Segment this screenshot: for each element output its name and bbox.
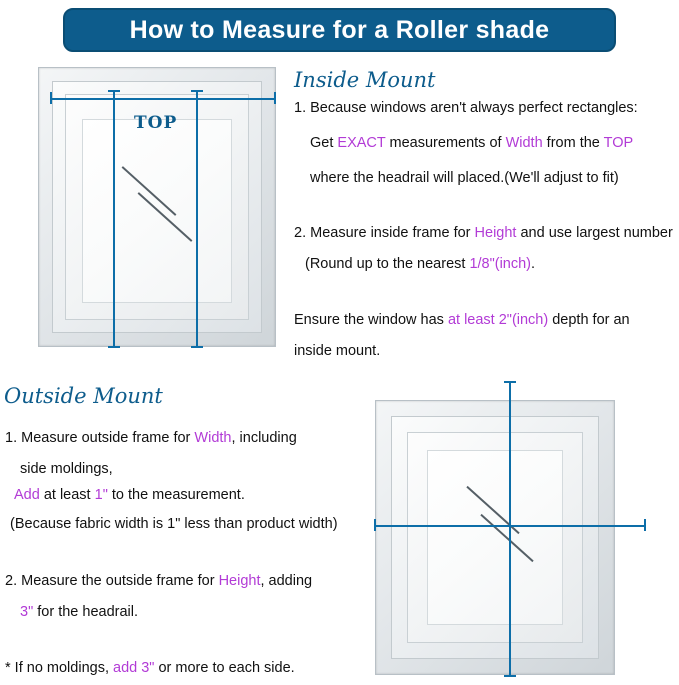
outside-mount-window-illustration	[375, 400, 615, 675]
glass-reflection-streak	[122, 166, 177, 216]
outside-line-4	[10, 516, 338, 533]
outside-mount-heading: Outside Mount	[4, 384, 163, 408]
inside-height-cap-top-left	[108, 90, 120, 92]
inside-line-5	[305, 256, 535, 273]
inside-line-2-exact: EXACT	[337, 135, 386, 151]
inside-line-2-width: Width	[505, 135, 543, 151]
outside-line-5-part-1: 2. Measure the outside frame for	[5, 573, 219, 589]
inside-line-4-part-3: and use largest number	[516, 225, 673, 241]
inside-line-1	[294, 100, 638, 117]
outside-height-cap-bottom	[504, 675, 516, 677]
inside-line-4-height: Height	[474, 225, 517, 241]
inside-height-cap-bottom-left	[108, 346, 120, 348]
inside-line-6-depth: at least 2"(inch)	[447, 312, 549, 328]
inside-line-2-top: TOP	[603, 135, 634, 151]
outside-line-3-inch: 1"	[94, 487, 108, 503]
inside-line-4	[294, 225, 673, 242]
outside-line-7	[5, 660, 295, 677]
outside-line-7-part-3: or more to each side.	[154, 660, 295, 676]
outside-line-5-part-3: , adding	[260, 573, 313, 589]
glass-reflection-streak	[138, 192, 193, 242]
outside-width-cap-left	[374, 519, 376, 531]
outside-line-3-part-2: at least	[39, 487, 95, 503]
outside-line-5-height: Height	[218, 573, 261, 589]
outside-line-2	[20, 461, 113, 478]
inside-line-7	[294, 343, 380, 360]
inside-mount-heading: Inside Mount	[294, 68, 436, 92]
inside-line-1-part-1: 1. Because windows aren't always perfect rectangles:	[294, 100, 638, 116]
inside-width-cap-right	[274, 92, 276, 104]
outside-line-4-part-1: (Because fabric width is 1" less than product width)	[10, 516, 338, 532]
outside-line-5	[5, 573, 312, 590]
outside-line-7-add3: add 3"	[113, 660, 155, 676]
outside-height-cap-top	[504, 381, 516, 383]
outside-line-2-part-1: side moldings,	[20, 461, 113, 477]
inside-line-2-part-1: Get	[310, 135, 338, 151]
inside-line-3-part-1: where the headrail will placed.(We'll adjust to fit)	[310, 170, 619, 186]
inside-line-4-part-1: 2. Measure inside frame for	[294, 225, 475, 241]
outside-line-3-part-4: to the measurement.	[107, 487, 245, 503]
outside-line-6	[20, 604, 138, 621]
outside-width-cap-right	[644, 519, 646, 531]
inside-line-5-part-1: (Round up to the nearest	[305, 256, 470, 272]
outside-line-1-width: Width	[194, 430, 232, 446]
inside-line-6-part-3: depth for an	[548, 312, 630, 328]
inside-line-5-fraction: 1/8"(inch)	[469, 256, 532, 272]
inside-height-measure-line-right	[196, 90, 198, 348]
outside-line-1-part-1: 1. Measure outside frame for	[5, 430, 195, 446]
inside-height-cap-bottom-right	[191, 346, 203, 348]
outside-line-3-add: Add	[14, 487, 40, 503]
inside-width-measure-line	[50, 98, 276, 100]
inside-mount-window-illustration	[38, 67, 276, 347]
window-glass	[427, 450, 563, 625]
outside-line-1-part-3: , including	[231, 430, 297, 446]
outside-line-6-headrail-inches: 3"	[20, 604, 34, 620]
inside-line-2-part-3: measurements of	[385, 135, 506, 151]
outside-line-3	[14, 487, 245, 504]
inside-line-6-part-1: Ensure the window has	[294, 312, 448, 328]
outside-line-7-part-1: * If no moldings,	[5, 660, 113, 676]
inside-line-2	[310, 135, 633, 152]
top-label: TOP	[134, 113, 178, 133]
outside-line-1	[5, 430, 297, 447]
inside-height-cap-top-right	[191, 90, 203, 92]
inside-line-5-part-3: .	[531, 256, 536, 272]
inside-line-6	[294, 312, 630, 329]
inside-line-7-part-1: inside mount.	[294, 343, 381, 359]
outside-line-6-part-2: for the headrail.	[33, 604, 139, 620]
page-title-banner	[63, 8, 616, 52]
inside-width-cap-left	[50, 92, 52, 104]
inside-height-measure-line-left	[113, 90, 115, 348]
window-glass	[82, 119, 232, 303]
inside-line-3	[310, 170, 619, 187]
inside-line-2-part-5: from the	[542, 135, 604, 151]
page-title: How to Measure for a Roller shade	[129, 15, 550, 44]
outside-height-measure-line	[509, 381, 511, 677]
